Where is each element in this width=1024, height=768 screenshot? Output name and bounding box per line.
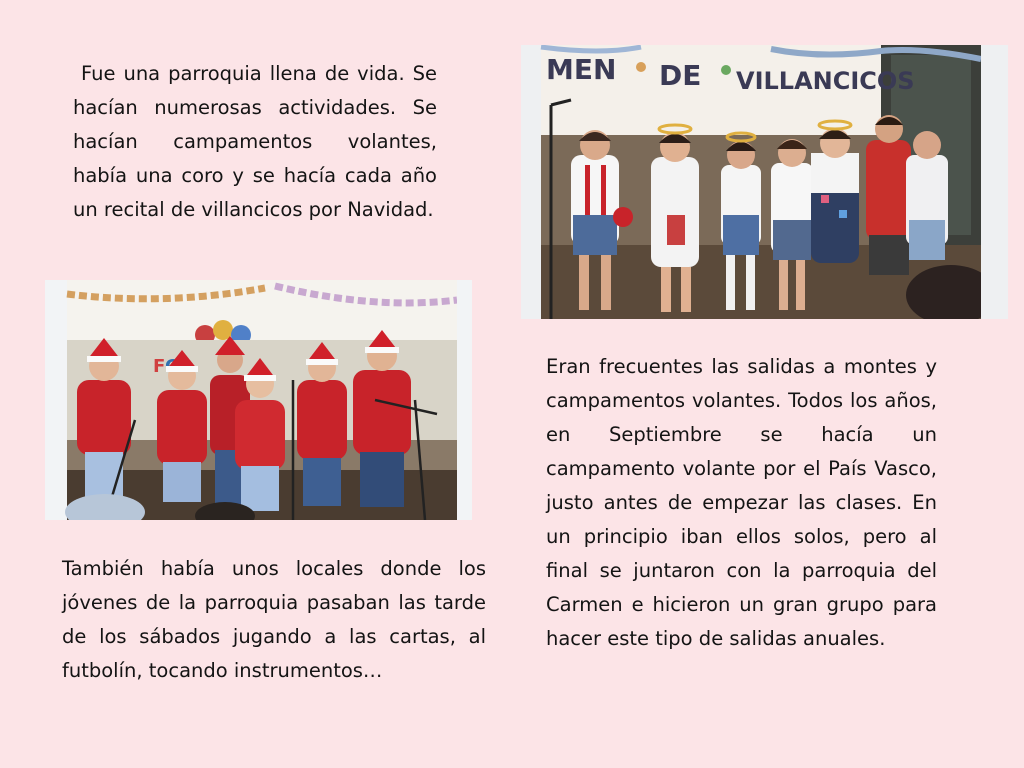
intro-paragraph: Fue una parroquia llena de vida. Se hacían numerosas actividades. Se hacían campamentos volantes, había una coro y se hacía cada año un recital de villancicos por Navidad.: [73, 62, 437, 221]
choir-banner-word-3: VILLANCICOS: [736, 67, 915, 95]
singers-banner-letter-1: F: [153, 356, 166, 377]
locales-paragraph: También había unos locales donde los jóvenes de la parroquia pasaban las tarde de los sábados jugando a las cartas, al futbolín, tocando instrumentos…: [62, 557, 486, 682]
choir-banner-word-1: MEN: [546, 53, 617, 86]
choir-banner-word-2: DE: [659, 59, 702, 92]
outings-paragraph: Eran frecuentes las salidas a montes y campamentos volantes. Todos los años, en Septiembre se hacía un campamento volante por el País Vasco, justo antes de empezar las clases. En un principio iban ellos solos, pero al final se juntaron con la parroquia del Carmen e hicieron un gran grupo para hacer este tipo de salidas anuales.: [546, 355, 937, 650]
singers-photo: [45, 280, 472, 520]
choir-photo: [521, 45, 1008, 319]
